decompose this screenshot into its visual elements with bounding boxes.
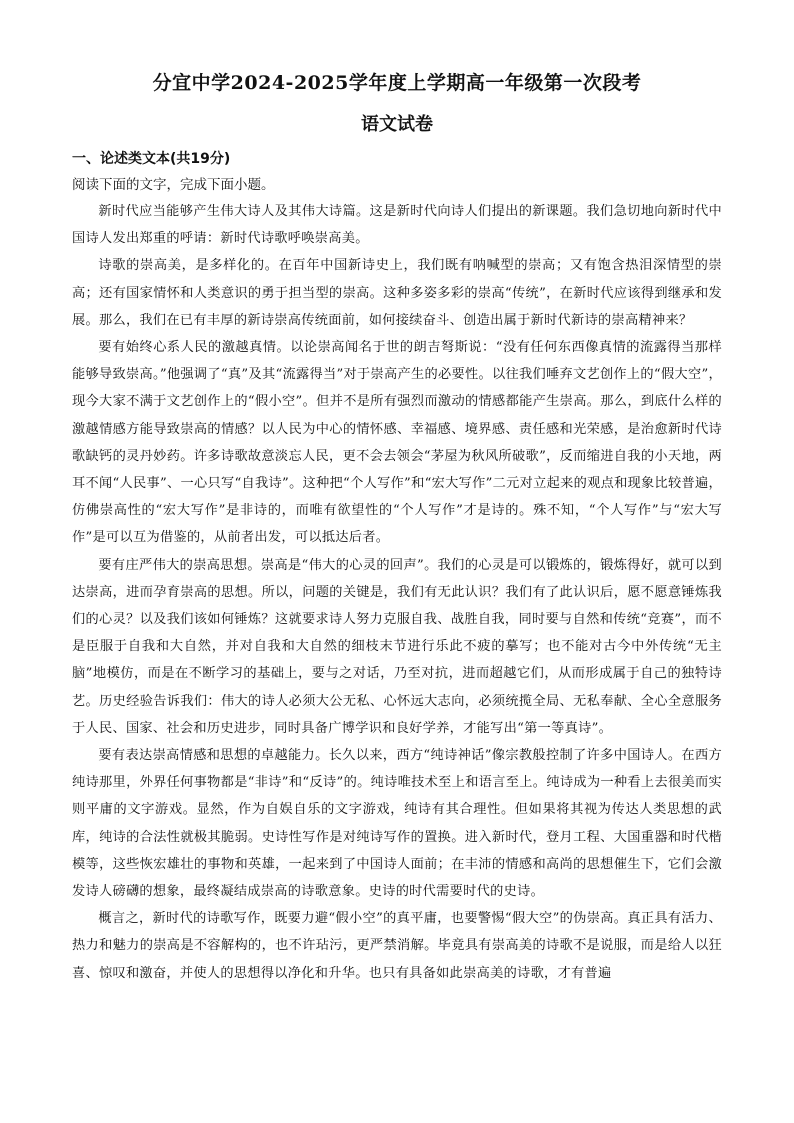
exam-title: 分宜中学2024-2025学年度上学期高一年级第一次段考	[152, 72, 642, 94]
section-heading: 一、论述类文本(共19分)	[72, 151, 231, 167]
passage-paragraph-1: 新时代应当能够产生伟大诗人及其伟大诗篇。这是新时代向诗人们提出的新课题。我们急切地向新时代中国诗人发出郑重的呼请：新时代诗歌呼唤崇高美。	[72, 204, 722, 247]
exam-subtitle: 语文试卷	[361, 114, 433, 135]
passage-paragraph-6: 概言之，新时代的诗歌写作，既要力避“假小空”的真平庸，也要警惕“假大空”的伪崇高。真正具有活力、热力和魅力的崇高是不容解构的，也不许玷污，更严禁消解。毕竟具有崇高美的诗歌不是说服，而是给人以狂喜、惊叹和激奋，并使人的思想得以净化和升华。也只有具备如此崇高美的诗歌，才有普遍	[72, 911, 722, 981]
reading-instruction: 阅读下面的文字，完成下面小题。	[72, 177, 275, 193]
passage-paragraph-5: 要有表达崇高情感和思想的卓越能力。长久以来，西方“纯诗神话”像宗教般控制了许多中国诗人。在西方纯诗那里，外界任何事物都是“非诗”和“反诗”的。纯诗唯技术至上和语言至上。纯诗成为一种看上去很美而实则平庸的文字游戏。显然，作为自娱自乐的文字游戏，纯诗有其合理性。但如果将其视为传达人类思想的武库，纯诗的合法性就极其脆弱。史诗性写作是对纯诗写作的置换。进入新时代，登月工程、大国重器和时代楷模等，这些恢宏雄壮的事物和英雄，一起来到了中国诗人面前；在丰沛的情感和高尚的思想催生下，它们会激发诗人磅礴的想象，最终凝结成崇高的诗歌意象。史诗的时代需要时代的史诗。	[72, 748, 722, 900]
passage-paragraph-2: 诗歌的崇高美，是多样化的。在百年中国新诗史上，我们既有呐喊型的崇高；又有饱含热泪深情型的崇高；还有国家情怀和人类意识的勇于担当型的崇高。这种多姿多彩的崇高“传统”，在新时代应该得到继承和发展。那么，我们在已有丰厚的新诗崇高传统面前，如何接续奋斗、创造出属于新时代新诗的崇高精神来？	[72, 258, 722, 328]
exam-page	[72, 66, 722, 987]
passage-paragraph-3: 要有始终心系人民的激越真情。以论崇高闻名于世的朗吉弩斯说：“没有任何东西像真情的流露得当那样能够导致崇高。”他强调了“真”及其“流露得当”对于崇高产生的必要性。以往我们唾弃文艺创作上的“假大空”，现今大家不满于文艺创作上的“假小空”。但并不是所有强烈而激动的情感都能产生崇高。那么，到底什么样的激越情感方能导致崇高的情感？以人民为中心的情怀感、幸福感、境界感、责任感和光荣感，是治愈新时代诗歌缺钙的灵丹妙药。许多诗歌故意淡忘人民，更不会去领会“茅屋为秋风所破歌”，反而缩进自我的小天地，两耳不闻“人民事”、一心只写“自我诗”。这种把“个人写作”和“宏大写作”二元对立起来的观点和现象比较普遍，仿佛崇高性的“宏大写作”是非诗的，而唯有欲望性的“个人写作”才是诗的。殊不知，“个人写作”与“宏大写作”是可以互为借鉴的，从前者出发，可以抵达后者。	[72, 340, 722, 546]
passage-paragraph-4: 要有庄严伟大的崇高思想。崇高是“伟大的心灵的回声”。我们的心灵是可以锻炼的，锻炼得好，就可以到达崇高，进而孕育崇高的思想。所以，问题的关键是，我们有无此认识？我们有了此认识后，愿不愿意锤炼我们的心灵？以及我们该如何锤炼？这就要求诗人努力克服自我、战胜自我，同时要与自然和传统“竞赛”，而不是臣服于自我和大自然，并对自我和大自然的细枝末节进行乐此不疲的摹写；也不能对古今中外传统“无主脑”地模仿，而是在不断学习的基础上，要与之对话，乃至对抗，进而超越它们，从而形成属于自己的独特诗艺。历史经验告诉我们：伟大的诗人必须大公无私、心怀远大志向，必须统揽全局、无私奉献、全心全意服务于人民、国家、社会和历史进步，同时具备广博学识和良好学养，才能写出“第一等真诗”。	[72, 557, 722, 736]
reading-passage	[72, 198, 722, 987]
